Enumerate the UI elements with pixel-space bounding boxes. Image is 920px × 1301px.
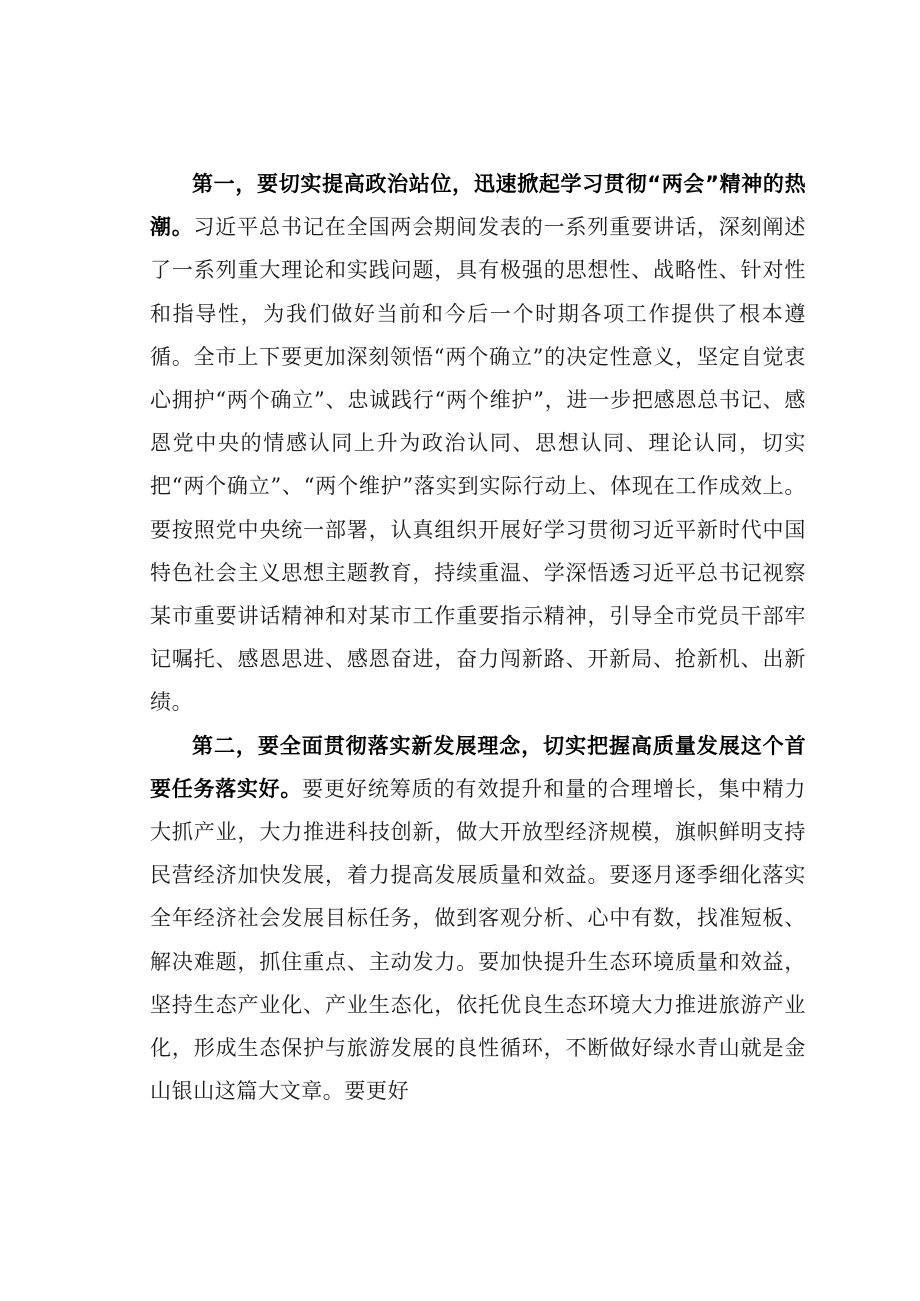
paragraph-2-body: 要更好统筹质的有效提升和量的合理增长，集中精力大抓产业，大力推进科技创新，做大开放型经济规模，旗帜鲜明支持民营经济加快发展，着力提高发展质量和效益。要逐月逐季细化落实全年经济社会发展目标任务，做到客观分析、心中有数，找准短板、解决难题，抓住重点、主动发力。要加快提升生态环境质量和效益，坚持生态产业化、产业生态化，依托优良生态环境大力推进旅游产业化，形成生态保护与旅游发展的良性循环，不断做好绿水青山就是金山银山这篇大文章。要更好 <box>150 776 806 1104</box>
paragraph-2-lead: 第二，要全面贯彻落实新发展理念，切实把握高质量发展这个首要任务落实好。 <box>150 733 806 801</box>
paragraph-1-lead: 第一，要切实提高政治站位，迅速掀起学习贯彻“两会”精神的热潮。 <box>150 172 806 240</box>
paragraph-1-body: 习近平总书记在全国两会期间发表的一系列重要讲话，深刻阐述了一系列重大理论和实践问题，具有极强的思想性、战略性、针对性和指导性，为我们做好当前和今后一个时期各项工作提供了根本遵循。全市上下要更加深刻领悟“两个确立”的决定性意义，坚定自觉衷心拥护“两个确立”、忠诚践行“两个维护”，进一步把感恩总书记、感恩党中央的情感认同上升为政治认同、思想认同、理论认同，切实把“两个确立”、“两个维护”落实到实际行动上、体现在工作成效上。要按照党中央统一部署，认真组织开展好学习贯彻习近平新时代中国特色社会主义思想主题教育，持续重温、学深悟透习近平总书记视察某市重要讲话精神和对某市工作重要指示精神，引导全市党员干部牢记嘱托、感恩思进、感恩奋进，奋力闯新路、开新局、抢新机、出新绩。 <box>150 215 806 715</box>
paragraph-2 <box>150 725 806 1114</box>
paragraph-1 <box>150 163 806 725</box>
document-body <box>150 163 806 1113</box>
